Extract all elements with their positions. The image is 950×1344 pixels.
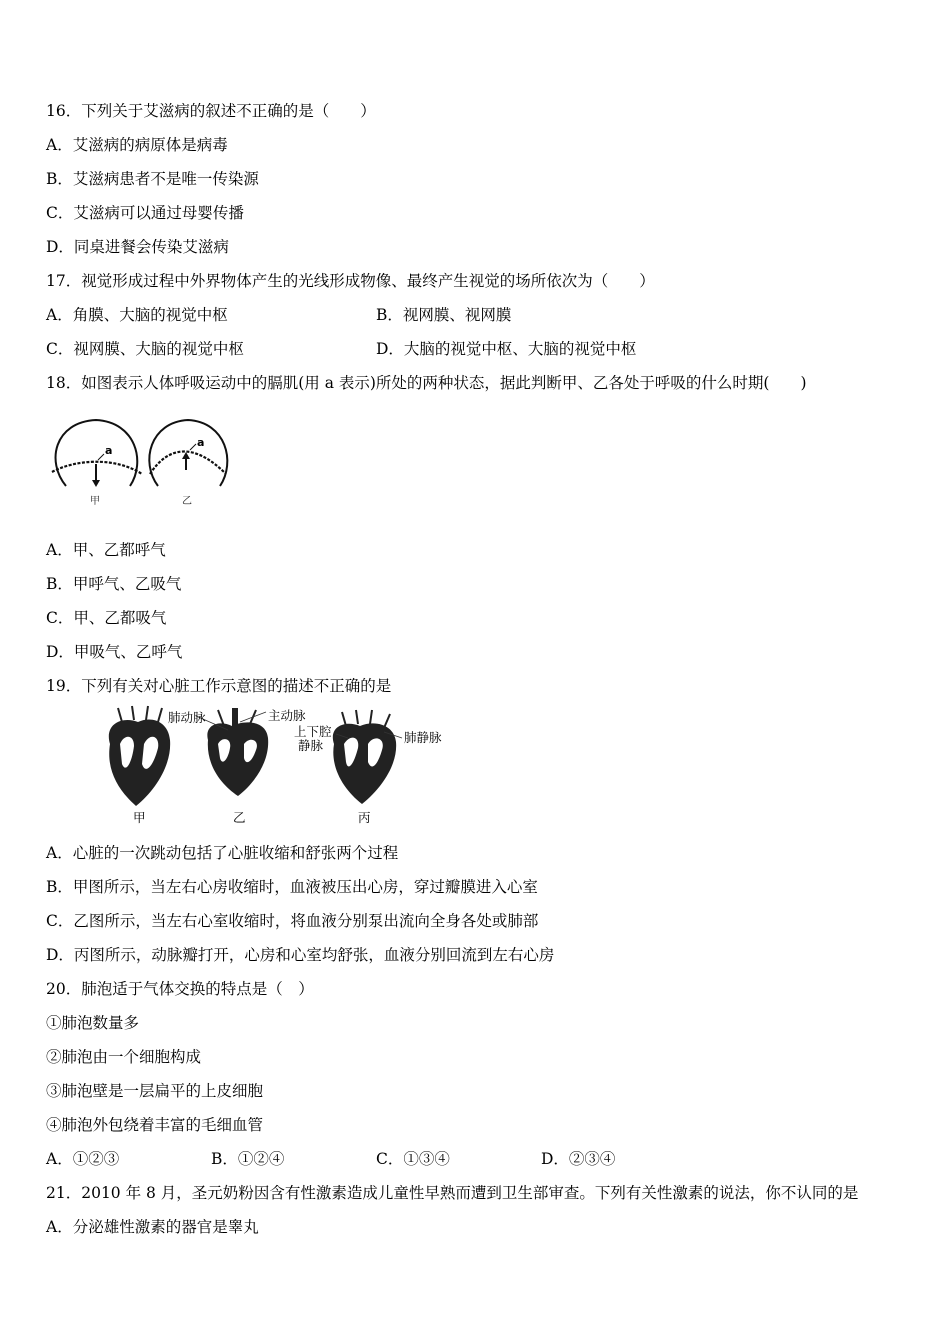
jia-caption: 甲 bbox=[90, 496, 100, 506]
yi-caption: 乙 bbox=[182, 496, 192, 506]
q20-option-a[interactable]: A．①②③ bbox=[46, 1150, 120, 1168]
label-aorta: 主动脉 bbox=[268, 708, 306, 723]
yi-pointer bbox=[190, 444, 196, 450]
heart-bing bbox=[333, 710, 396, 804]
q17-option-c[interactable]: C．视网膜、大脑的视觉中枢 bbox=[46, 340, 244, 358]
heart-figure bbox=[100, 704, 450, 828]
q18-stem: 18．如图表示人体呼吸运动中的膈肌(用 a 表示)所处的两种状态，据此判断甲、乙各处于呼吸的什么时期( ) bbox=[46, 374, 807, 392]
label-vena-cava-line2: 静脉 bbox=[298, 738, 324, 753]
q17-option-a[interactable]: A．角膜、大脑的视觉中枢 bbox=[46, 306, 228, 324]
caption-jia: 甲 bbox=[133, 810, 146, 825]
yi-label-a: a bbox=[197, 436, 205, 449]
q18-option-a[interactable]: A．甲、乙都呼气 bbox=[46, 541, 166, 559]
q16-option-c[interactable]: C．艾滋病可以通过母婴传播 bbox=[46, 204, 244, 222]
q20-statement-1: ①肺泡数量多 bbox=[46, 1014, 140, 1032]
q17-stem: 17．视觉形成过程中外界物体产生的光线形成物像、最终产生视觉的场所依次为（ ） bbox=[46, 272, 655, 290]
yi-diaphragm bbox=[150, 451, 226, 474]
q18-option-b[interactable]: B．甲呼气、乙吸气 bbox=[46, 575, 182, 593]
q16-stem: 16．下列关于艾滋病的叙述不正确的是（ ） bbox=[46, 102, 376, 120]
q19-option-a[interactable]: A．心脏的一次跳动包括了心脏收缩和舒张两个过程 bbox=[46, 844, 399, 862]
q20-option-c[interactable]: C．①③④ bbox=[376, 1150, 450, 1168]
q20-statement-2: ②肺泡由一个细胞构成 bbox=[46, 1048, 202, 1066]
q20-statement-4: ④肺泡外包绕着丰富的毛细血管 bbox=[46, 1116, 264, 1134]
label-pulmonary-vein: 肺静脉 bbox=[404, 730, 442, 745]
q17-option-d[interactable]: D．大脑的视觉中枢、大脑的视觉中枢 bbox=[376, 340, 637, 358]
q18-option-d[interactable]: D．甲吸气、乙呼气 bbox=[46, 643, 183, 661]
yi-arrow-head bbox=[182, 452, 190, 459]
q16-option-b[interactable]: B．艾滋病患者不是唯一传染源 bbox=[46, 170, 259, 188]
q19-option-c[interactable]: C．乙图所示，当左右心室收缩时，将血液分别泵出流向全身各处或肺部 bbox=[46, 912, 539, 930]
q20-option-d[interactable]: D．②③④ bbox=[541, 1150, 616, 1168]
heart-jia bbox=[109, 706, 170, 806]
q21-option-a[interactable]: A．分泌雄性激素的器官是睾丸 bbox=[46, 1218, 259, 1236]
q20-stem: 20．肺泡适于气体交换的特点是（ ） bbox=[46, 980, 314, 998]
caption-yi: 乙 bbox=[233, 810, 246, 825]
q21-stem: 21．2010 年 8 月，圣元奶粉因含有性激素造成儿童性早熟而遭到卫生部审查。下列有关性激素的说法，你不认同的是 bbox=[46, 1184, 859, 1202]
q19-option-b[interactable]: B．甲图所示，当左右心房收缩时，血液被压出心房，穿过瓣膜进入心室 bbox=[46, 878, 538, 896]
q17-option-b[interactable]: B．视网膜、视网膜 bbox=[376, 306, 512, 324]
q16-option-d[interactable]: D．同桌进餐会传染艾滋病 bbox=[46, 238, 229, 256]
q19-option-d[interactable]: D．丙图所示，动脉瓣打开，心房和心室均舒张，血液分别回流到左右心房 bbox=[46, 946, 555, 964]
label-vena-cava-line1: 上下腔 bbox=[294, 724, 332, 739]
caption-bing: 丙 bbox=[358, 810, 371, 825]
heart-yi bbox=[207, 708, 268, 796]
q20-option-b[interactable]: B．①②④ bbox=[211, 1150, 285, 1168]
yi-thorax-outline bbox=[149, 420, 227, 486]
q19-stem: 19．下列有关对心脏工作示意图的描述不正确的是 bbox=[46, 677, 392, 695]
jia-label-a: a bbox=[105, 444, 113, 457]
q18-option-c[interactable]: C．甲、乙都吸气 bbox=[46, 609, 167, 627]
q16-option-a[interactable]: A．艾滋病的病原体是病毒 bbox=[46, 136, 228, 154]
jia-pointer bbox=[98, 454, 104, 460]
diaphragm-figure bbox=[44, 412, 230, 506]
label-pulmonary-artery: 肺动脉 bbox=[168, 710, 206, 725]
jia-arrow-head bbox=[92, 480, 100, 487]
q20-statement-3: ③肺泡壁是一层扁平的上皮细胞 bbox=[46, 1082, 264, 1100]
